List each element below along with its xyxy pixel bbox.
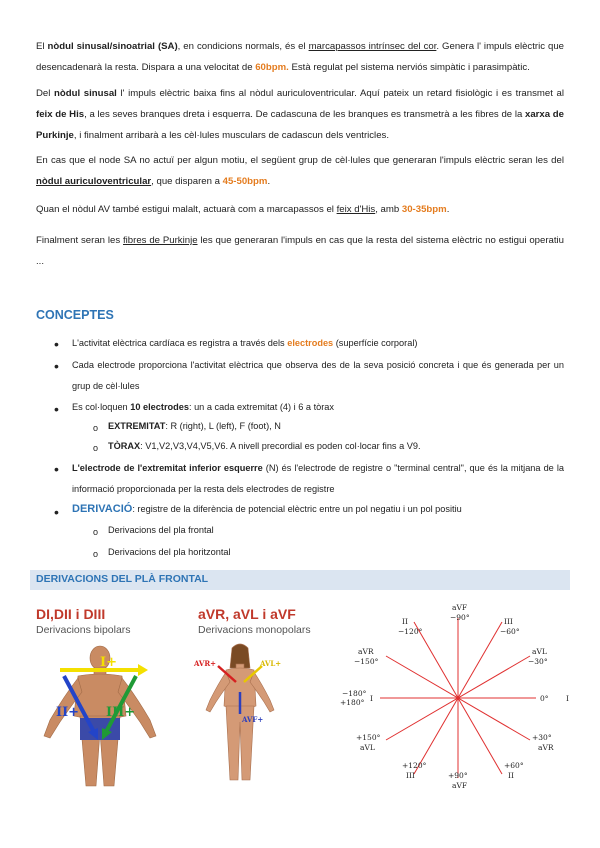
hexaxial-diagram (340, 600, 580, 795)
axis-avf-top-deg: −90° (450, 613, 470, 622)
axis-avl-bottom-deg: +150° (356, 733, 381, 742)
axis-avr-bottom-lead: aVR (538, 743, 554, 752)
concept-sub-extremitat: EXTREMITAT: R (right), L (left), F (foot), N (108, 421, 281, 431)
axis-iii-top-deg: −60° (500, 627, 520, 636)
circle-bullet-icon: o (93, 549, 99, 559)
axis-avl-top-lead: aVL (532, 647, 547, 656)
concept-item-electrodes: L'activitat elèctrica cardíaca es registra a través dels electrodes (superfície corporal) (72, 338, 418, 348)
monopolar-subtitle: Derivacions monopolars (198, 624, 311, 636)
bullet-icon: • (54, 504, 59, 520)
section-title: DERIVACIONS DEL PLÀ FRONTAL (36, 573, 209, 585)
axis-i-left-deg2: +180° (340, 698, 365, 707)
concept-sub-horitzontal: Derivacions del pla horitzontal (108, 547, 231, 557)
concept-item-ten-electrodes: Es col·loquen 10 electrodes: un a cada extremitat (4) i 6 a tòrax (72, 402, 334, 412)
bullet-icon: • (54, 358, 59, 374)
bullet-icon: • (54, 336, 59, 352)
paragraph-av-node: En cas que el node SA no actuï per algun motiu, el següent grup de cèl·lules que generaran l'impuls elèctric seran les del nòdul auriculoventricular, que disparen a 45-50bpm. (36, 155, 564, 187)
bullet-icon: • (54, 461, 59, 477)
concept-sub-torax: TÒRAX: V1,V2,V3,V4,V5,V6. A nivell precordial es poden col·locar fins a V9. (108, 441, 421, 451)
axis-avf-top-lead: aVF (452, 603, 468, 612)
axis-iii-bottom-lead: III (406, 771, 415, 780)
axis-avl-top-deg: −30° (528, 657, 548, 666)
axis-ii-top-lead: II (402, 617, 408, 626)
axis-avl-bottom-lead: aVL (360, 743, 375, 752)
axis-iii-bottom-deg: +120° (402, 761, 427, 770)
concept-sub-frontal: Derivacions del pla frontal (108, 525, 214, 535)
axis-avr-top-deg: −150° (354, 657, 379, 666)
circle-bullet-icon: o (93, 423, 99, 433)
axis-avr-top-lead: aVR (358, 647, 374, 656)
paragraph-purkinje: Finalment seran les fibres de Purkinje les que generaran l'impuls en cas que la resta del sistema elèctric no estigui operatiu ... (36, 235, 564, 267)
axis-ii-top-deg: −120° (398, 627, 423, 636)
concept-item-central-terminal: L'electrode de l'extremitat inferior esquerre (N) és l'electrode de registre o "terminal central", que és la mitjana de la informació proporcionada per la resta dels electrodes de registre (72, 463, 565, 494)
axis-i-left-lead: I (370, 694, 373, 703)
circle-bullet-icon: o (93, 527, 99, 537)
avl-label: AVL+ (260, 659, 282, 668)
axis-ii-bottom-deg: +60° (504, 761, 524, 770)
axis-avr-bottom-deg: +30° (532, 733, 552, 742)
concept-item-derivacio: DERIVACIÓ: registre de la diferència de potencial elèctric entre un pol negatiu i un pol positiu (72, 503, 462, 515)
axis-iii-top-lead: III (504, 617, 513, 626)
lead-ii-label: II+ (56, 705, 80, 720)
paragraph-conduction: Del nòdul sinusal l' impuls elèctric baixa fins al nòdul auriculoventricular. Aquí pateix un retard fisiològic i es transmet al feix de His, a les seves branques dreta i esquerra. De cadascuna de les branques es transmetrà a les fibres de la xarxa de Purkinje, i finalment arribarà a les cèl·lules musculars de cadascun dels ventricles. (36, 88, 565, 141)
concept-item-electrode-view: Cada electrode proporciona l'activitat elèctrica que observa des de la seva posició concreta i que és generada per un grup de cèl·lules (72, 360, 564, 391)
axis-avf-bottom-deg: +90° (448, 771, 468, 780)
circle-bullet-icon: o (93, 443, 99, 453)
axis-avf-bottom-lead: aVF (452, 781, 468, 790)
lead-iii-label: III+ (106, 705, 136, 720)
monopolar-body-illustration (190, 640, 290, 790)
axis-i-left-deg1: −180° (342, 689, 367, 698)
bipolar-title: DI,DII i DIII (36, 606, 106, 622)
axis-i-right-deg: 0° (540, 694, 549, 703)
bipolar-body-illustration (20, 636, 180, 796)
concepts-heading: CONCEPTES (36, 308, 114, 322)
paragraph-his: Quan el nòdul AV també estigui malalt, actuarà com a marcapassos el feix d'His, amb 30-35bpm. (36, 204, 450, 215)
bullet-icon: • (54, 401, 59, 417)
avr-label: AVR+ (194, 659, 217, 668)
axis-i-right-lead: I (566, 694, 569, 703)
axis-ii-bottom-lead: II (508, 771, 514, 780)
lead-i-label: I+ (100, 655, 117, 670)
bipolar-subtitle: Derivacions bipolars (36, 624, 131, 636)
avf-label: AVF+ (242, 715, 264, 724)
monopolar-title: aVR, aVL i aVF (198, 606, 296, 622)
section-header (30, 570, 570, 590)
paragraph-sa-node: El nòdul sinusal/sinoatrial (SA), en condicions normals, és el marcapassos intrínsec del cor. Genera l' impuls elèctric que desencadenarà la resta. Dispara a una velocitat de 60bpm. Està regulat pel sistema nerviós simpàtic i parasimpàtic. (36, 41, 564, 73)
